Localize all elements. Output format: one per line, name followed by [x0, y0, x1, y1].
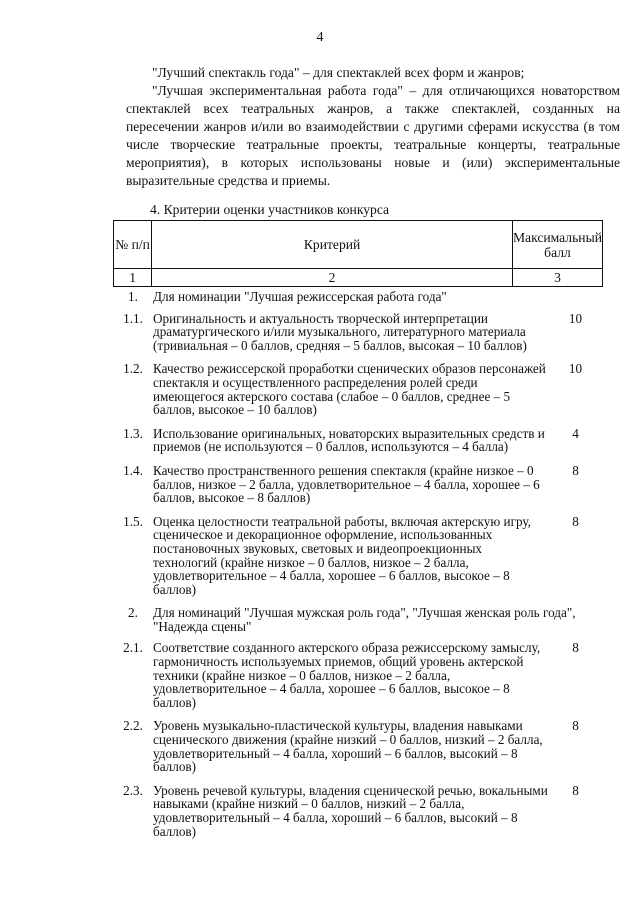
criteria-number: 2.2.	[123, 718, 143, 734]
header-col-number: № п/п	[114, 221, 152, 269]
criteria-row	[113, 784, 603, 838]
criteria-number: 2.	[128, 605, 138, 621]
criteria-max-score: 8	[572, 782, 579, 798]
intro-paragraph-2	[126, 82, 620, 190]
criteria-number: 1.4.	[123, 462, 143, 478]
criteria-row	[113, 362, 603, 416]
criteria-text: Использование оригинальных, новаторских выразительных средств и приемов (не используются – 0 баллов, используются – 4 балла)	[153, 425, 545, 455]
criteria-row	[113, 641, 603, 709]
criteria-max-score: 10	[568, 361, 583, 377]
criteria-row	[113, 515, 603, 597]
criteria-text: Для номинации "Лучшая режиссерская работа года"	[153, 289, 447, 304]
criteria-text: Качество пространственного решения спектакля (крайне низкое – 0 баллов, низкое – 2 балла, удовлетворительное – 4 балла, хорошее – 6 баллов, высокое – 8 баллов)	[153, 462, 540, 506]
criteria-max-score: 8	[572, 513, 579, 529]
criteria-number: 1.	[128, 289, 138, 304]
criteria-text: Уровень музыкально-пластической культуры, владения навыками сценического движения (крайне низкий – 0 баллов, низкий – 2 балла, удовлетворительный – 4 балла, хороший – 6 баллов, высокий – 8 баллов)	[153, 718, 543, 775]
criteria-number: 2.3.	[123, 782, 143, 798]
criteria-row	[113, 312, 603, 353]
criteria-max-score: 8	[572, 462, 579, 478]
criteria-number: 2.1.	[123, 640, 143, 656]
criteria-number: 1.3.	[123, 425, 143, 441]
header-num-2: 2	[152, 269, 513, 287]
criteria-row	[113, 427, 603, 454]
criteria-max-score: 4	[572, 425, 579, 441]
criteria-max-score: 8	[572, 640, 579, 656]
criteria-row	[113, 464, 603, 505]
criteria-number: 1.1.	[123, 310, 143, 326]
criteria-table-header	[113, 220, 603, 287]
header-num-1: 1	[114, 269, 152, 287]
criteria-text: Уровень речевой культуры, владения сценической речью, вокальными навыками (крайне низкий – 0 баллов, низкий – 2 балла, удовлетворительный – 4 балла, хороший – 6 баллов, высокий – 8 баллов)	[153, 782, 548, 839]
criteria-text: Соответствие созданного актерского образа режиссерскому замыслу, гармоничность используемых приемов, общий уровень актерской техники (крайне низкое – 0 баллов, низкое – 2 балла, удовлетворительное – 4 балла, хорошее – 6 баллов, высокое – 8 баллов)	[153, 640, 541, 710]
criteria-row	[113, 719, 603, 773]
criteria-text: Оригинальность и актуальность творческой интерпретации драматургического и/или музыкального, литературного материала (тривиальная – 0 баллов, средняя – 5 баллов, высокая – 10 баллов)	[153, 310, 527, 353]
section-title: 4. Критерии оценки участников конкурса	[150, 202, 390, 217]
criteria-group-row	[113, 606, 603, 633]
intro-paragraph-1	[126, 64, 620, 82]
intro-line-1: "Лучший спектакль года" – для спектаклей всех форм и жанров;	[152, 65, 525, 80]
criteria-number: 1.5.	[123, 513, 143, 529]
criteria-list	[113, 290, 603, 848]
header-col-criterion: Критерий	[152, 221, 513, 269]
criteria-text: Качество режиссерской проработки сценических образов персонажей спектакля и осуществленного распределения ролей среди имеющегося актерского состава (слабое – 0 баллов, среднее – 5 баллов, высокое – 10 баллов)	[153, 361, 546, 418]
criteria-group-row	[113, 290, 603, 304]
criteria-text: Для номинаций "Лучшая мужская роль года", "Лучшая женская роль года", "Надежда сцены"	[153, 605, 576, 634]
criteria-max-score: 10	[568, 310, 583, 326]
header-col-max-score: Максимальный балл	[512, 221, 602, 269]
intro-line-2: "Лучшая экспериментальная работа года" – для отличающихся новаторством спектаклей всех театральных жанров, а также спектаклей, созданных на пересечении жанров и/или во взаимодействии с другими сферами искусства (в том числе творческие театральные проекты, театральные концерты, театральные мероприятия), в которых использованы новые и (или) экспериментальные выразительные средства и приемы.	[126, 83, 620, 188]
criteria-text: Оценка целостности театральной работы, включая актерскую игру, сценическое и декорационное оформление, использованных постановочных звуковых, световых и видеопроекционных технологий (крайне низкое – 0 баллов, низкое – 2 балла, удовлетворительное – 4 балла, хорошее – 6 баллов, высокое – 8 баллов)	[153, 513, 531, 597]
header-num-3: 3	[512, 269, 602, 287]
criteria-max-score: 8	[572, 718, 579, 734]
page-number: 4	[316, 30, 324, 45]
criteria-number: 1.2.	[123, 361, 143, 377]
